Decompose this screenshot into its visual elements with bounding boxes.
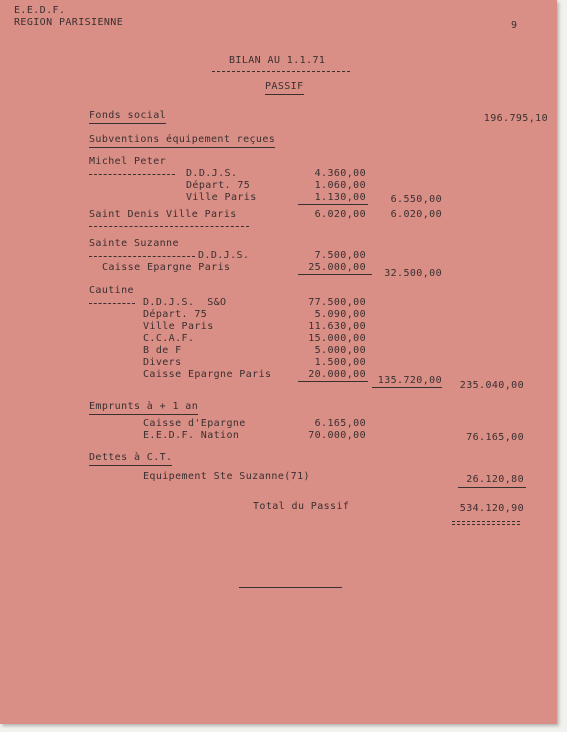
org-name: E.E.D.F. xyxy=(14,5,66,16)
michel-peter-name: Michel Peter xyxy=(89,156,167,167)
cautine-row-amount: 77.500,00 xyxy=(308,297,366,308)
emprunts-row-label: Caisse d'Epargne xyxy=(143,418,246,429)
saint-denis-amount: 6.020,00 xyxy=(314,209,366,220)
cautine-row-amount: 11.630,00 xyxy=(308,321,366,332)
cautine-row-label: D.D.J.S. S&O xyxy=(143,297,227,308)
org-region: REGION PARISIENNE xyxy=(14,17,124,28)
cautine-name: Cautine xyxy=(89,285,134,296)
ss-row-amount: 7.500,00 xyxy=(314,250,366,261)
cautine-row-label: C.C.A.F. xyxy=(143,333,195,344)
ss-row-amount: 25.000,00 xyxy=(308,262,366,273)
cautine-subtotal-underline xyxy=(372,387,442,388)
cautine-row-amount: 15.000,00 xyxy=(308,333,366,344)
cautine-row-label: B de F xyxy=(143,345,182,356)
emprunts-total: 76.165,00 xyxy=(466,432,524,443)
ss-row-label: D.D.J.S. xyxy=(198,250,250,261)
total-double-rule xyxy=(452,521,520,525)
cautine-row-label: Caisse Epargne Paris xyxy=(143,369,272,380)
mp-row-amount: 4.360,00 xyxy=(314,168,366,179)
ss-subtotal: 32.500,00 xyxy=(384,268,442,279)
dettes-row-label: Equipement Ste Suzanne(71) xyxy=(143,471,310,482)
dettes-label: Dettes à C.T. xyxy=(89,452,172,466)
subventions-label: Subventions équipement reçues xyxy=(89,134,275,148)
cautine-row-amount: 5.000,00 xyxy=(314,345,366,356)
mp-row-label: Départ. 75 xyxy=(186,180,251,191)
michel-peter-dash xyxy=(89,174,175,175)
bottom-rule xyxy=(239,587,342,588)
mp-subtotal: 6.550,00 xyxy=(390,194,442,205)
emprunts-label: Emprunts à + 1 an xyxy=(89,401,198,415)
emprunts-row-amount: 70.000,00 xyxy=(308,430,366,441)
saint-denis-subtotal: 6.020,00 xyxy=(390,209,442,220)
emprunts-row-label: E.E.D.F. Nation xyxy=(143,430,240,441)
ss-row-label: Caisse Epargne Paris xyxy=(102,262,231,273)
cautine-row-label: Départ. 75 xyxy=(143,309,208,320)
cautine-row-amount: 1.500,00 xyxy=(314,357,366,368)
dettes-underline xyxy=(458,487,526,488)
sainte-suzanne-dash xyxy=(89,256,195,257)
cautine-underline xyxy=(298,381,368,382)
mp-row-amount: 1.130,00 xyxy=(314,192,366,203)
mp-row-amount: 1.060,00 xyxy=(314,180,366,191)
ss-underline xyxy=(298,274,372,275)
cautine-dash xyxy=(89,303,135,304)
sainte-suzanne-name: Sainte Suzanne xyxy=(89,238,179,249)
mp-row-label: D.D.J.S. xyxy=(186,168,238,179)
mp-row-label: Ville Paris xyxy=(186,192,257,203)
cautine-row-amount: 20.000,00 xyxy=(308,369,366,380)
document-title: BILAN AU 1.1.71 xyxy=(229,55,326,66)
saint-denis-name: Saint Denis Ville Paris xyxy=(89,209,237,220)
cautine-subtotal: 135.720,00 xyxy=(377,375,442,386)
fonds-social-total: 196.795,10 xyxy=(483,113,548,124)
section-title-passif: PASSIF xyxy=(265,81,304,95)
page-number: 9 xyxy=(511,20,518,31)
cautine-row-label: Ville Paris xyxy=(143,321,214,332)
saint-denis-dash xyxy=(89,226,249,227)
title-dashed-rule xyxy=(212,71,350,72)
subventions-total: 235.040,00 xyxy=(459,380,524,391)
mp-underline xyxy=(298,204,368,205)
fonds-social-label: Fonds social xyxy=(89,110,166,124)
dettes-row-amount: 26.120,80 xyxy=(466,474,524,485)
cautine-row-amount: 5.090,00 xyxy=(314,309,366,320)
cautine-row-label: Divers xyxy=(143,357,182,368)
total-passif-amount: 534.120,90 xyxy=(459,503,524,514)
total-passif-label: Total du Passif xyxy=(253,501,350,512)
emprunts-row-amount: 6.165,00 xyxy=(314,418,366,429)
